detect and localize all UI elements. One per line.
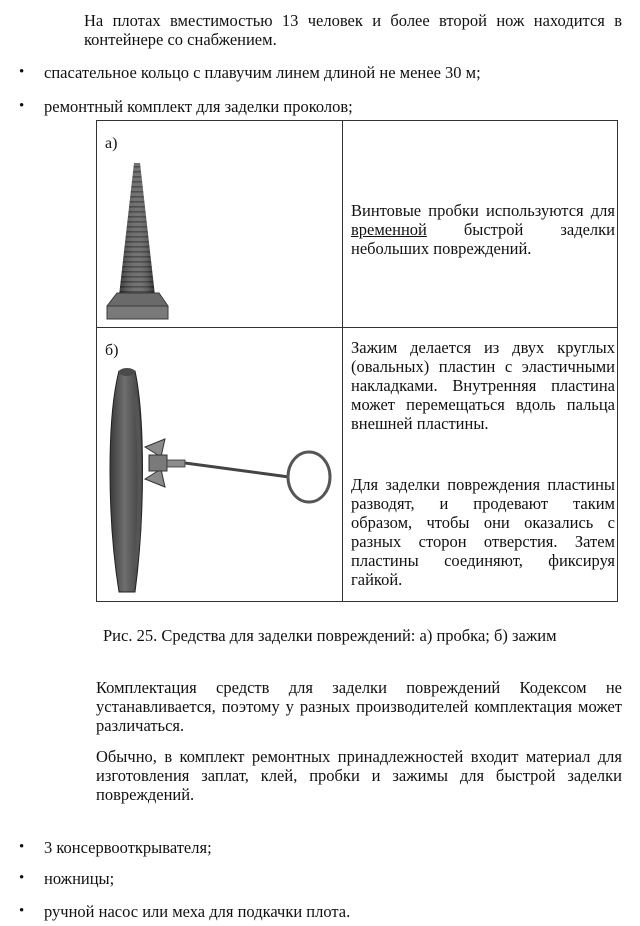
list-item-text: спасательное кольцо с плавучим линем длиной не менее 30 м; xyxy=(44,63,481,82)
list-item-text: ремонтный комплект для заделки проколов; xyxy=(44,97,353,116)
intro-paragraph: На плотах вместимостью 13 человек и более второй нож находится в контейнере со снабжением. xyxy=(84,11,622,49)
table-column-divider xyxy=(342,121,343,601)
bullet-marker: • xyxy=(19,64,25,80)
clamp-description-1: Зажим делается из двух круглых (овальных) пластин с эластичными накладками. Внутренняя пластина может перемещаться вдоль пальца внешней пластины. xyxy=(351,338,615,433)
figure-label-b: б) xyxy=(105,342,119,359)
list-item-text: ручной насос или меха для подкачки плота. xyxy=(44,902,351,921)
list-item-text: ножницы; xyxy=(44,869,115,888)
bullet-marker: • xyxy=(19,839,25,855)
bullet-marker: • xyxy=(19,903,25,919)
list-item-text: 3 консервооткрывателя; xyxy=(44,838,212,857)
figure-label-a: а) xyxy=(105,135,118,152)
bullet-marker: • xyxy=(19,870,25,886)
figure-table xyxy=(96,120,618,602)
figure-caption: Рис. 25. Средства для заделки повреждений: а) пробка; б) зажим xyxy=(103,626,557,645)
clamp-description-2: Для заделки повреждения пластины разводят, и продевают таким образом, чтобы они оказались с разных сторон отверстия. Затем пластины соединяют, фиксируя гайкой. xyxy=(351,475,615,589)
paragraph: Комплектация средств для заделки повреждений Кодексом не устанавливается, поэтому у разных производителей комплектация может различаться. xyxy=(96,678,622,735)
clamp-image xyxy=(97,327,342,603)
bullet-marker: • xyxy=(19,98,25,114)
screw-plug-image xyxy=(97,121,342,327)
paragraph: Обычно, в комплект ремонтных принадлежностей входит материал для изготовления заплат, клей, пробки и зажимы для быстрой заделки повреждений. xyxy=(96,747,622,804)
screw-plug-description: Винтовые пробки используются для временной быстрой заделки небольших повреждений. xyxy=(351,201,615,258)
